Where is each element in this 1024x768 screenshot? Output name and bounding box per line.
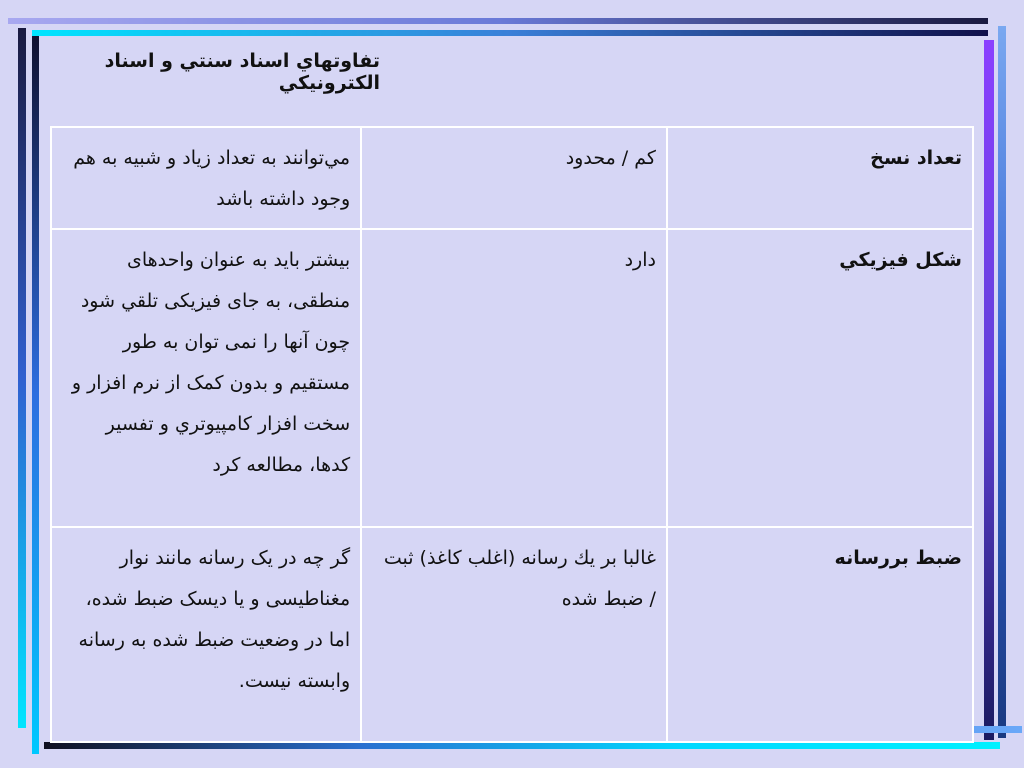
comparison-table: [50, 126, 974, 743]
traditional-cell: کم / محدود: [361, 127, 667, 229]
frame-bar-left-inner: [32, 36, 39, 754]
frame-bar-bottom-outer: [44, 742, 1000, 749]
frame-bar-right-inner: [984, 40, 994, 740]
table-row: [51, 229, 973, 527]
table-row: [51, 127, 973, 229]
frame-bar-top-outer: [8, 18, 988, 24]
electronic-cell: بیشتر باید به عنوان واحدهای منطقی، به جای فیزیکی تلقي شود چون آنها را نمی توان به طور مستقیم و بدون کمک از نرم افزار و سخت افزار كامپيوتري و تفسیر کدها، مطالعه كرد: [51, 229, 361, 527]
traditional-cell: غالبا بر يك رسانه (اغلب كاغذ) ثبت / ضبط شده: [361, 527, 667, 742]
electronic-cell: گر چه در یک رسانه مانند نوار مغناطیسی و یا دیسک ضبط شده، اما در وضعیت ضبط شده به رسانه وابسته نیست.: [51, 527, 361, 742]
frame-bar-top-inner: [32, 30, 988, 36]
table-row: [51, 527, 973, 742]
frame-bar-left-outer: [18, 28, 26, 728]
criterion-cell: ضبط بررسانه: [667, 527, 973, 742]
slide-title: تفاوتهاي اسناد سنتي و اسناد الكترونيكي: [104, 50, 380, 94]
criterion-cell: تعداد نسخ: [667, 127, 973, 229]
frame-bar-right-outer: [998, 26, 1006, 738]
electronic-cell: مي‌توانند به تعداد زياد و شبيه به هم وجود داشته باشد: [51, 127, 361, 229]
criterion-cell: شكل فيزيكي: [667, 229, 973, 527]
traditional-cell: دارد: [361, 229, 667, 527]
